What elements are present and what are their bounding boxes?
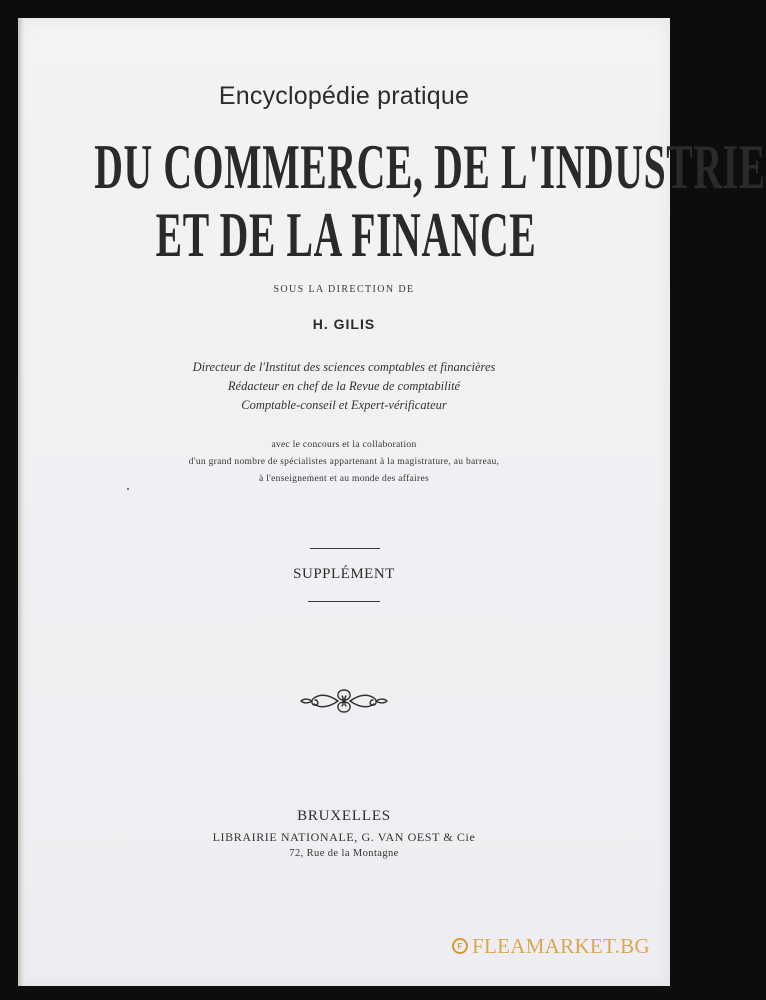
series-title: Encyclopédie pratique bbox=[218, 82, 470, 110]
author-name: H. GILIS bbox=[312, 316, 376, 332]
paper-speck bbox=[127, 488, 129, 490]
divider-bottom bbox=[308, 601, 380, 602]
publisher-name: LIBRAIRIE NATIONALE, G. VAN OEST & Cie bbox=[212, 830, 476, 844]
watermark bbox=[452, 934, 650, 958]
watermark-logo-icon: F bbox=[452, 938, 468, 954]
main-title-line-1: DU COMMERCE, DE L'INDUSTRIE bbox=[94, 131, 766, 202]
divider-top bbox=[310, 548, 380, 549]
credential-line: Directeur de l'Institut des sciences comptables et financières bbox=[192, 360, 496, 374]
credential-line: Rédacteur en chef de la Revue de comptabilité bbox=[227, 379, 461, 393]
edition-label: SUPPLÉMENT bbox=[293, 566, 395, 582]
publisher-address: 72, Rue de la Montagne bbox=[289, 848, 399, 859]
watermark-text: FLEAMARKET.BG bbox=[472, 933, 650, 958]
fleuron-ornament-icon bbox=[298, 686, 390, 716]
direction-label: SOUS LA DIRECTION DE bbox=[273, 284, 415, 295]
publication-city: BRUXELLES bbox=[297, 808, 391, 824]
main-title-line-2: ET DE LA FINANCE bbox=[155, 199, 537, 270]
collaboration-line: à l'enseignement et au monde des affaires bbox=[259, 474, 429, 484]
credential-line: Comptable-conseil et Expert-vérificateur bbox=[241, 398, 447, 412]
collaboration-line: d'un grand nombre de spécialistes appartenant à la magistrature, au barreau, bbox=[188, 457, 500, 467]
collaboration-line: avec le concours et la collaboration bbox=[271, 440, 417, 450]
